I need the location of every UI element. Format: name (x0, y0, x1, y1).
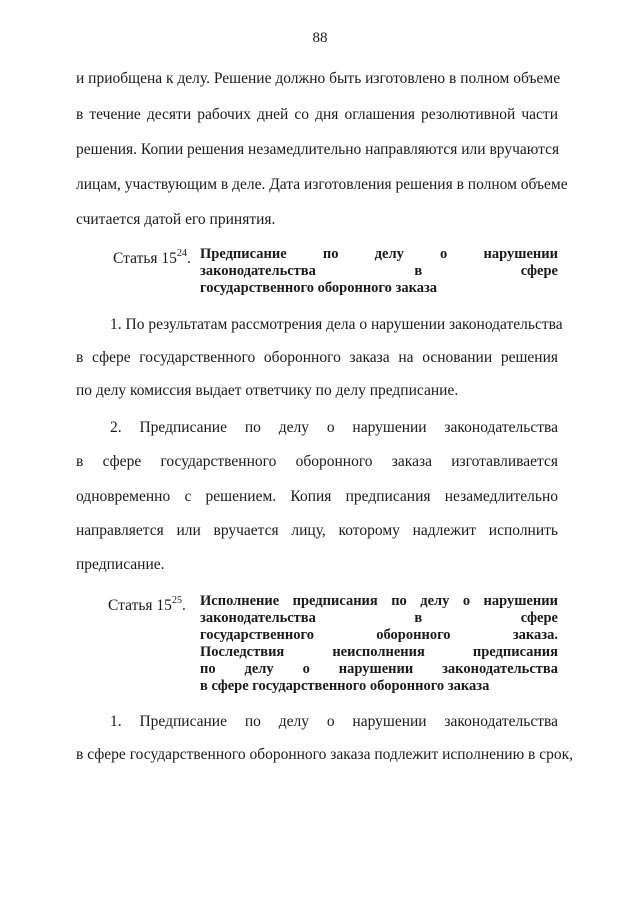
article-title: Исполнение предписания по делу о нарушении законодательства в сфере государственного оборонного заказа. Последствия неисполнения предписания по делу о нарушении законодательства в сфере государственного оборонного заказа (200, 593, 558, 694)
text-line: в сфере государственного оборонного заказа подлежит исполнению в срок, (76, 746, 574, 763)
text-line: считается датой его принятия. (76, 211, 276, 228)
text-line: в течение десяти рабочих дней со дня оглашения резолютивной части (76, 106, 558, 123)
article-superscript: 24 (176, 248, 187, 259)
text-line: одновременно с решением. Копия предписания незамедлительно (76, 488, 558, 505)
text-line: лицам, участвующим в деле. Дата изготовления решения в полном объеме (76, 176, 568, 193)
article-label: Статья $15^{25}$. (108, 595, 186, 614)
text-line: предписание. (76, 556, 165, 573)
text-line: 2. Предписание по делу о нарушении законодательства (110, 419, 558, 436)
article-superscript: 25 (171, 595, 182, 606)
page-number: 88 (312, 30, 328, 46)
text-line: в сфере государственного оборонного заказа изготавливается (76, 453, 558, 470)
text-line: направляется или вручается лицу, которому надлежит исполнить (76, 522, 558, 539)
text-line: в сфере государственного оборонного заказа на основании решения (76, 349, 558, 366)
text-line: по делу комиссия выдает ответчику по делу предписание. (76, 382, 459, 399)
text-line: и приобщена к делу. Решение должно быть изготовлено в полном объеме (76, 70, 561, 87)
article-title: Предписание по делу о нарушении законодательства в сфере государственного оборонного заказа (200, 246, 558, 296)
text-line: решения. Копии решения незамедлительно направляются или вручаются (76, 141, 560, 158)
article-label: Статья $15^{24}$. (113, 248, 191, 267)
text-line: 1. Предписание по делу о нарушении законодательства (110, 713, 558, 730)
text-line: 1. По результатам рассмотрения дела о нарушении законодательства (110, 316, 563, 333)
